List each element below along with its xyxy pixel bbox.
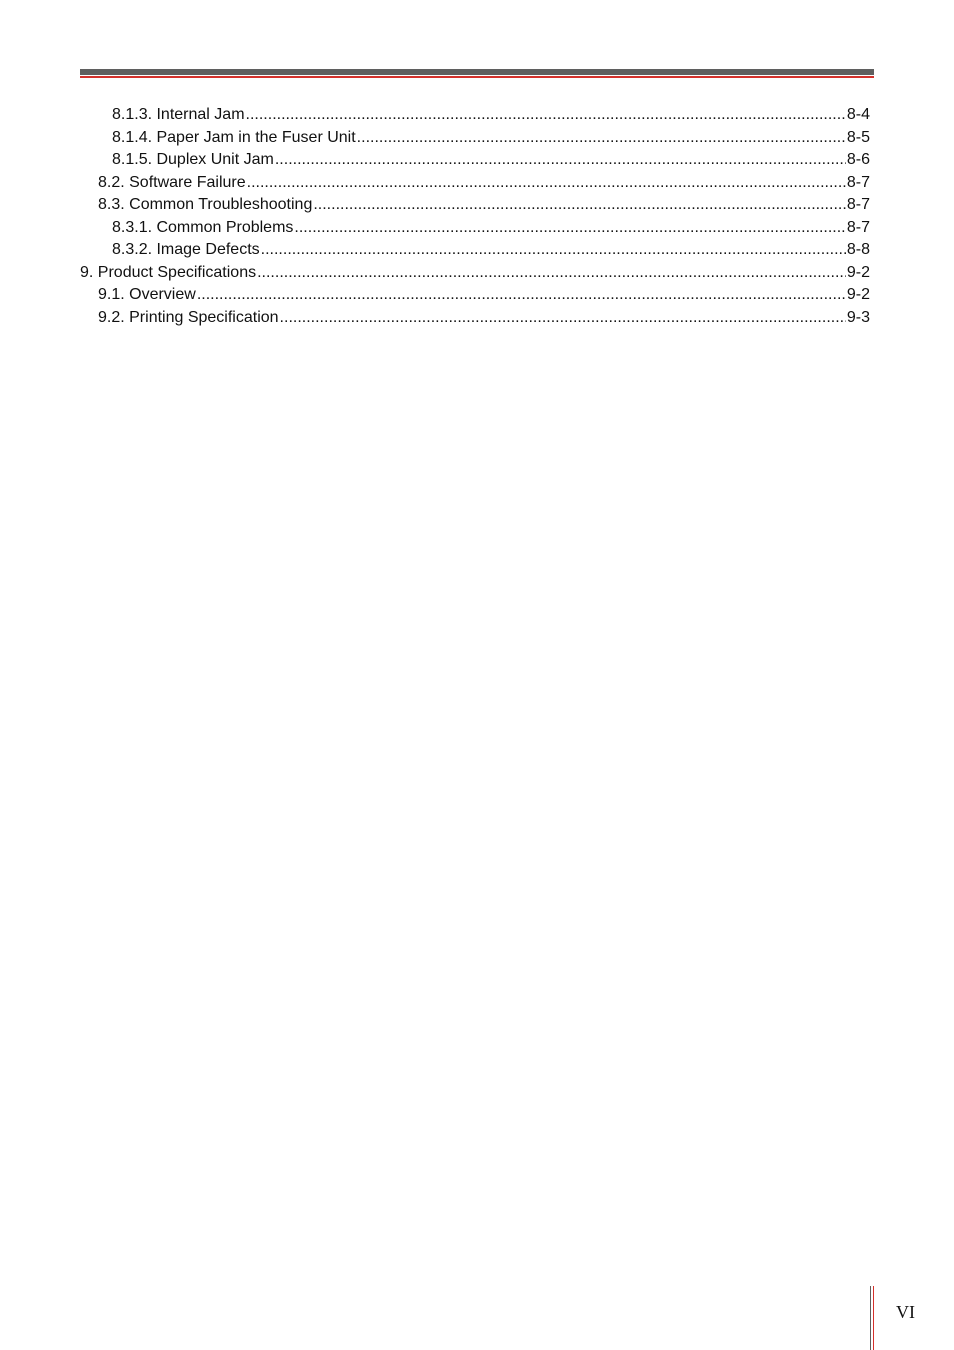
footer-rule	[870, 1286, 874, 1350]
header-rule	[80, 69, 874, 78]
toc-entry[interactable]	[80, 307, 870, 330]
table-of-contents	[80, 104, 870, 329]
toc-entry-label: 8.1.4. Paper Jam in the Fuser Unit	[112, 128, 356, 146]
toc-entry-label: 8.1.5. Duplex Unit Jam	[112, 151, 274, 168]
toc-entry-label: 8.2. Software Failure	[98, 173, 246, 191]
toc-dot-leader	[313, 194, 846, 217]
toc-entry-page: 8-7	[846, 218, 870, 236]
toc-entry-page: 8-6	[846, 151, 870, 168]
toc-entry[interactable]	[80, 239, 870, 262]
toc-entry-label: 8.3.1. Common Problems	[112, 218, 294, 236]
toc-entry[interactable]	[80, 172, 870, 195]
toc-dot-leader	[280, 307, 846, 330]
toc-entry-label: 8.1.3. Internal Jam	[112, 106, 245, 123]
toc-dot-leader	[294, 217, 845, 240]
toc-entry[interactable]	[80, 194, 870, 217]
toc-dot-leader	[247, 172, 846, 195]
toc-entry-label: 9. Product Specifications	[80, 263, 257, 281]
toc-entry[interactable]	[80, 284, 870, 307]
toc-entry-label: 9.2. Printing Specification	[98, 308, 279, 326]
toc-entry-label: 8.3. Common Troubleshooting	[98, 196, 313, 213]
toc-entry-page: 8-7	[846, 173, 870, 191]
toc-entry[interactable]	[80, 149, 870, 172]
toc-entry-page: 8-4	[846, 106, 870, 123]
toc-dot-leader	[246, 104, 846, 127]
toc-dot-leader	[357, 127, 846, 150]
toc-entry[interactable]	[80, 127, 870, 150]
page-number: VI	[896, 1302, 915, 1322]
toc-entry-page: 9-3	[846, 308, 870, 326]
toc-entry-label: 8.3.2. Image Defects	[112, 241, 260, 258]
toc-dot-leader	[275, 149, 846, 172]
toc-entry[interactable]	[80, 104, 870, 127]
toc-entry-page: 8-7	[846, 196, 870, 213]
toc-entry-page: 8-5	[846, 128, 870, 146]
toc-dot-leader	[261, 239, 846, 262]
toc-entry-page: 9-2	[846, 286, 870, 303]
toc-entry[interactable]	[80, 217, 870, 240]
toc-entry-page: 8-8	[846, 241, 870, 258]
toc-entry-label: 9.1. Overview	[98, 286, 196, 303]
toc-dot-leader	[197, 284, 846, 307]
toc-entry-page: 9-2	[846, 263, 870, 281]
toc-entry[interactable]	[80, 262, 870, 285]
toc-dot-leader	[257, 262, 846, 285]
header-rule-red	[80, 76, 874, 78]
